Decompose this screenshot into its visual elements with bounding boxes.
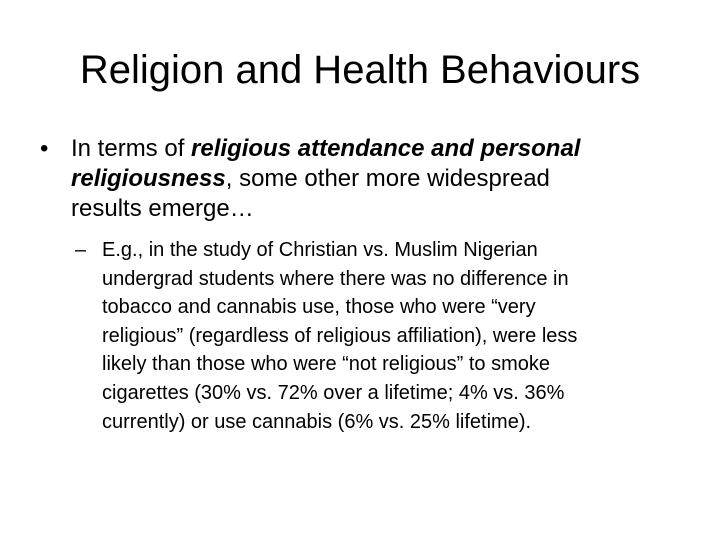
sub-bullet-line: religious” (regardless of religious affiliation), were less — [102, 324, 578, 347]
sub-bullet-line: likely than those who were “not religious” to smoke — [102, 353, 550, 376]
sub-bullet-line: currently) or use cannabis (6% vs. 25% lifetime). — [102, 410, 532, 433]
bullet-marker: • — [40, 135, 49, 162]
bullet-text-emphasis: religiousness — [71, 165, 226, 192]
sub-bullet-line: tobacco and cannabis use, those who were “very — [102, 296, 536, 319]
bullet-line — [71, 134, 680, 164]
sub-bullet-line: E.g., in the study of Christian vs. Muslim Nigerian — [102, 239, 538, 261]
bullet-level-2 — [75, 236, 680, 436]
sub-bullet-marker: – — [75, 239, 87, 261]
bullet-text — [71, 134, 680, 224]
bullet-text-plain: , some other more widespread — [225, 165, 550, 192]
sub-bullet-line: undergrad students where there was no difference in — [102, 267, 569, 290]
slide-title: Religion and Health Behaviours — [79, 48, 641, 92]
sub-bullet-text — [102, 236, 680, 436]
bullet-line — [71, 164, 680, 194]
bullet-text-emphasis: religious attendance and personal — [191, 135, 581, 162]
bullet-text-plain: In terms of — [71, 135, 192, 162]
bullet-level-1 — [40, 134, 680, 224]
sub-bullet-line: cigarettes (30% vs. 72% over a lifetime; 4% vs. 36% — [102, 381, 565, 404]
bullet-line: results emerge… — [71, 195, 254, 222]
